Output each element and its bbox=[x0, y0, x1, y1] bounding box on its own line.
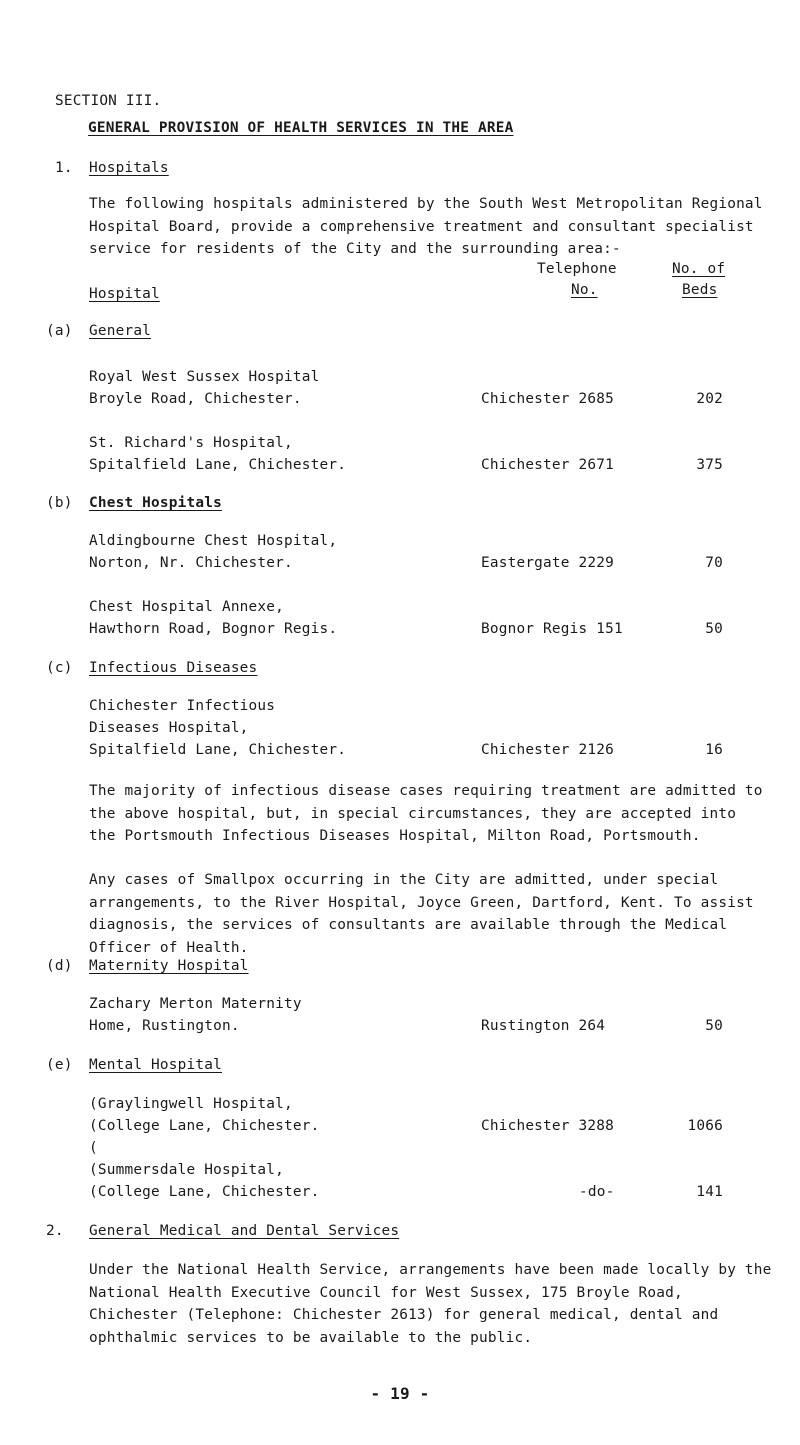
hospital-zachary-merton-telephone: Rustington 264 bbox=[481, 1018, 606, 1034]
hospital-aldingbourne-name: Aldingbourne Chest Hospital, bbox=[89, 533, 338, 549]
column-header-hospital: Hospital bbox=[89, 286, 160, 302]
hospital-royal-west-sussex-telephone: Chichester 2685 bbox=[481, 391, 614, 407]
column-header-telephone-no: No. bbox=[571, 282, 598, 298]
subsection-a-heading: General bbox=[89, 323, 152, 339]
hospital-infectious-name-line2: Diseases Hospital, bbox=[89, 720, 249, 736]
hospital-zachary-merton-name: Zachary Merton Maternity bbox=[89, 996, 302, 1012]
hospital-summersdale-beds: 141 bbox=[696, 1184, 723, 1200]
section-2-heading: General Medical and Dental Services bbox=[89, 1223, 400, 1239]
hospital-royal-west-sussex-beds: 202 bbox=[696, 391, 723, 407]
section-1-heading: Hospitals bbox=[89, 160, 169, 176]
hospital-zachary-merton-beds: 50 bbox=[705, 1018, 723, 1034]
hospital-infectious-beds: 16 bbox=[705, 742, 723, 758]
hospital-aldingbourne-telephone: Eastergate 2229 bbox=[481, 555, 614, 571]
bracket-connector: ( bbox=[89, 1140, 98, 1156]
hospital-st-richards-name: St. Richard's Hospital, bbox=[89, 435, 293, 451]
smallpox-note-paragraph: Any cases of Smallpox occurring in the City are admitted, under special arrangements, to the River Hospital, Joyce Green, Dartford, Kent. To assist diagnosis, the services of consultants are available through the Medical Officer of Health. bbox=[89, 872, 754, 956]
hospital-graylingwell-name: (Graylingwell Hospital, bbox=[89, 1096, 293, 1112]
hospitals-intro: The following hospitals administered by the South West Metropolitan Regional Hospital Board, provide a comprehensive treatment and consultant specialist service for residents of the City and the surrounding area:- bbox=[89, 196, 763, 258]
general-services-paragraph: Under the National Health Service, arrangements have been made locally by the National Health Executive Council for West Sussex, 175 Broyle Road, Chichester (Telephone: Chichester 2613) for general medical, dental and ophthalmic services to be available to the public. bbox=[89, 1262, 772, 1346]
hospital-graylingwell-telephone: Chichester 3288 bbox=[481, 1118, 614, 1134]
subsection-b-letter: (b) bbox=[46, 495, 73, 511]
hospital-infectious-name-line1: Chichester Infectious bbox=[89, 698, 276, 714]
column-header-beds: Beds bbox=[682, 282, 718, 298]
page-title: GENERAL PROVISION OF HEALTH SERVICES IN THE AREA bbox=[88, 120, 514, 136]
section-label: SECTION III. bbox=[55, 93, 162, 109]
hospital-summersdale-telephone: -do- bbox=[579, 1184, 615, 1200]
section-1-number: 1. bbox=[55, 160, 73, 176]
subsection-e-heading: Mental Hospital bbox=[89, 1057, 222, 1073]
hospital-aldingbourne-beds: 70 bbox=[705, 555, 723, 571]
hospital-zachary-merton-address: Home, Rustington. bbox=[89, 1018, 240, 1034]
hospital-chest-annexe-beds: 50 bbox=[705, 621, 723, 637]
page-number: - 19 - bbox=[370, 1384, 430, 1403]
hospital-chest-annexe-address: Hawthorn Road, Bognor Regis. bbox=[89, 621, 338, 637]
hospital-chest-annexe-telephone: Bognor Regis 151 bbox=[481, 621, 623, 637]
column-header-telephone: Telephone bbox=[537, 261, 617, 277]
subsection-e-letter: (e) bbox=[46, 1057, 73, 1073]
hospital-infectious-address: Spitalfield Lane, Chichester. bbox=[89, 742, 347, 758]
hospital-infectious-telephone: Chichester 2126 bbox=[481, 742, 614, 758]
hospital-st-richards-address: Spitalfield Lane, Chichester. bbox=[89, 457, 347, 473]
subsection-d-heading: Maternity Hospital bbox=[89, 958, 249, 974]
subsection-d-letter: (d) bbox=[46, 958, 73, 974]
column-header-beds-no: No. of bbox=[672, 261, 726, 277]
hospital-graylingwell-address: (College Lane, Chichester. bbox=[89, 1118, 320, 1134]
hospital-st-richards-telephone: Chichester 2671 bbox=[481, 457, 614, 473]
subsection-b-heading: Chest Hospitals bbox=[89, 495, 222, 511]
hospital-summersdale-name: (Summersdale Hospital, bbox=[89, 1162, 285, 1178]
section-2-number: 2. bbox=[46, 1223, 64, 1239]
subsection-a-letter: (a) bbox=[46, 323, 73, 339]
infectious-note-paragraph: The majority of infectious disease cases requiring treatment are admitted to the above hospital, but, in special circumstances, they are accepted into the Portsmouth Infectious Diseases Hospital, Milton Road, Portsmouth. bbox=[89, 783, 763, 845]
subsection-c-heading: Infectious Diseases bbox=[89, 660, 258, 676]
hospital-st-richards-beds: 375 bbox=[696, 457, 723, 473]
hospital-chest-annexe-name: Chest Hospital Annexe, bbox=[89, 599, 285, 615]
hospital-summersdale-address: (College Lane, Chichester. bbox=[89, 1184, 320, 1200]
subsection-c-letter: (c) bbox=[46, 660, 73, 676]
hospital-aldingbourne-address: Norton, Nr. Chichester. bbox=[89, 555, 293, 571]
hospital-royal-west-sussex-name: Royal West Sussex Hospital bbox=[89, 369, 320, 385]
hospital-graylingwell-beds: 1066 bbox=[687, 1118, 723, 1134]
hospital-royal-west-sussex-address: Broyle Road, Chichester. bbox=[89, 391, 302, 407]
